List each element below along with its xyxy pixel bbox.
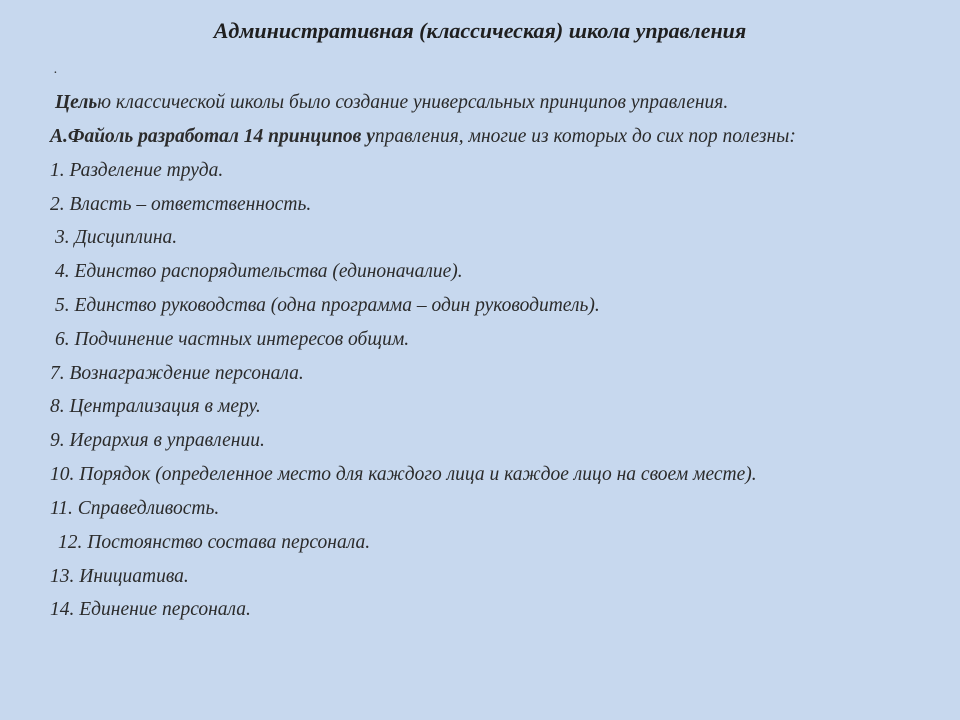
goal-rest: ю классической школы было создание универсальных принципов управления. [97, 92, 729, 113]
principle-item: 1. Разделение труда. [50, 159, 224, 181]
principle-item: 13. Инициатива. [50, 565, 189, 587]
principle-item: 12. Постоянство состава персонала. [58, 531, 371, 553]
principle-item: 5. Единство руководства (одна программа – один руководитель). [55, 294, 600, 316]
bullet-dot: . [54, 62, 58, 77]
principle-item: 2. Власть – ответственность. [50, 193, 312, 215]
fayol-rest: правления, многие из которых до сих пор полезны: [374, 125, 796, 147]
fayol-line [50, 120, 920, 154]
principle-item: 6. Подчинение частных интересов общим. [55, 328, 410, 350]
principle-item: 3. Дисциплина. [55, 227, 178, 249]
principle-item: 14. Единение персонала. [50, 599, 251, 621]
principle-item: 11. Справедливость. [50, 497, 220, 519]
slide-body [50, 86, 920, 627]
principle-item: 8. Централизация в меру. [50, 396, 261, 418]
principle-item: 4. Единство распорядительства (единоначалие). [55, 261, 463, 283]
page-title: Административная (классическая) школа управления [213, 18, 747, 43]
principle-item: 9. Иерархия в управлении. [50, 430, 265, 452]
goal-line [50, 86, 920, 120]
principle-item: 7. Вознаграждение персонала. [50, 362, 304, 384]
principle-item: 10. Порядок (определенное место для каждого лица и каждое лицо на своем месте). [50, 463, 757, 485]
fayol-bold: А.Файоль разработал 14 принципов у [50, 125, 375, 147]
goal-bold: Цель [55, 92, 98, 113]
